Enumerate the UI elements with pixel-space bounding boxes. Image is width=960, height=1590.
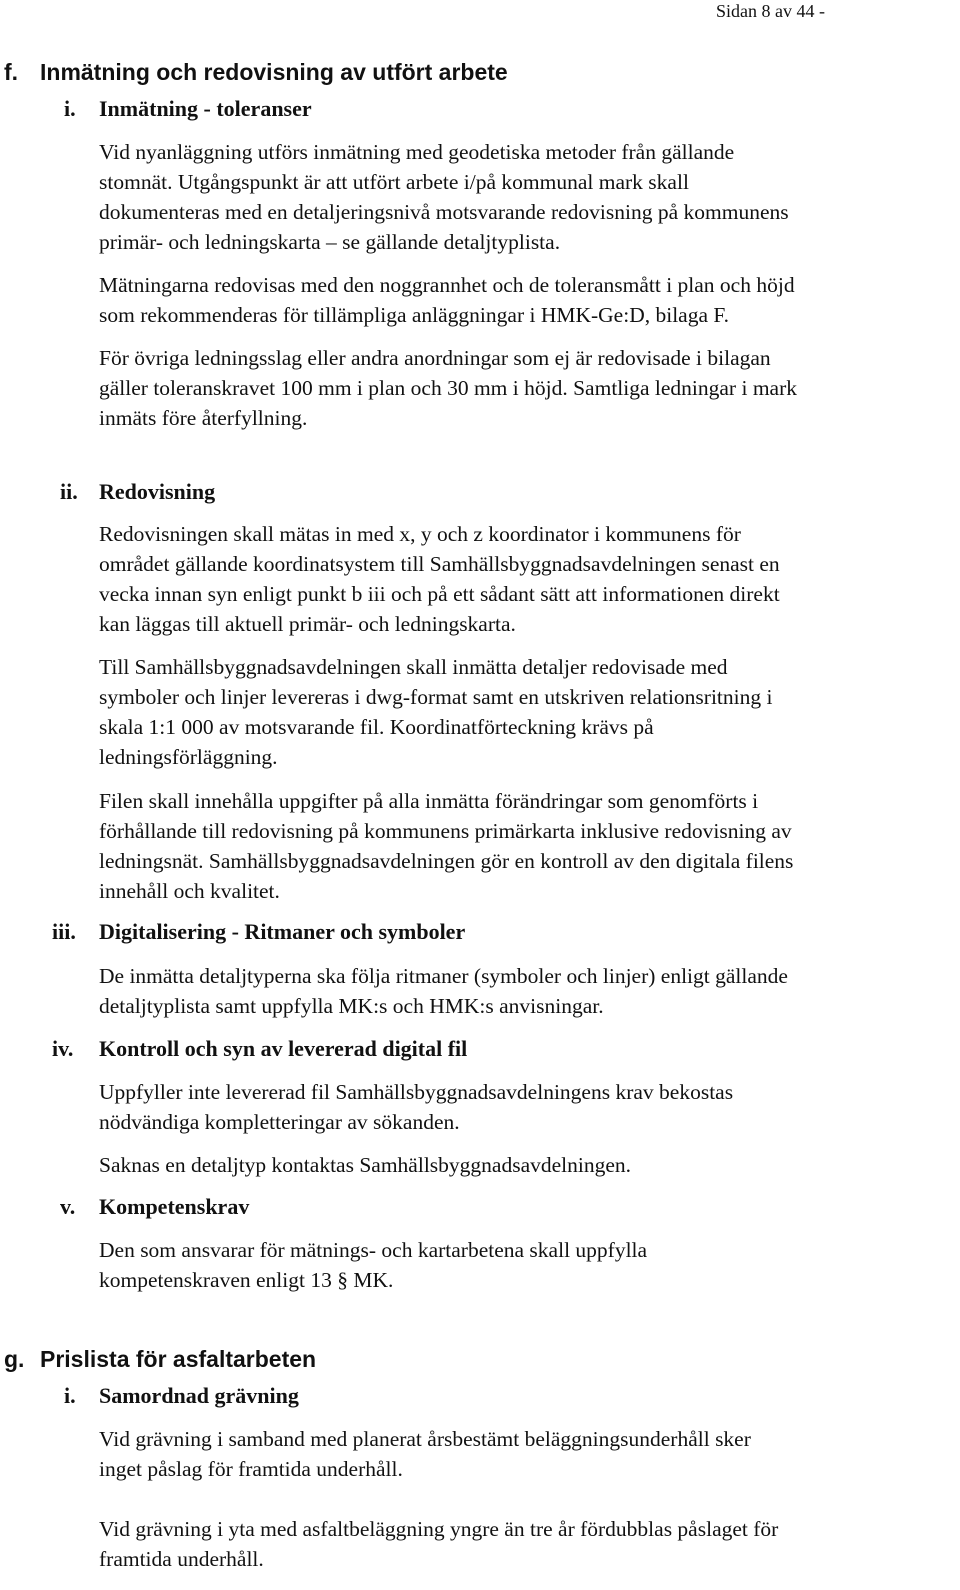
section-g-title: Prislista för asfaltarbeten [40,1346,317,1372]
subsection-f-iv-num: iv. [52,1036,74,1061]
paragraph-f-iv-1: Uppfyller inte levererad fil Samhällsbyggnadsavdelningens krav bekostas nödvändiga kompletteringar av sökanden. [99,1080,734,1134]
subsection-f-iii-title: Digitalisering - Ritmaner och symboler [99,919,466,944]
subsection-f-v-num: v. [60,1194,76,1219]
paragraph-g-i-2: Vid grävning i yta med asfaltbeläggning yngre än tre år fördubblas påslaget för framtida underhåll. [99,1517,779,1571]
subsection-f-iv-title: Kontroll och syn av levererad digital fil [99,1036,468,1061]
subsection-g-i-num: i. [64,1383,76,1408]
subsection-g-i-heading [64,1382,299,1410]
subsection-f-v-heading [60,1193,249,1221]
subsection-f-v-title: Kompetenskrav [99,1194,250,1219]
subsection-f-iv-heading [52,1035,467,1063]
paragraph-f-ii-1: Redovisningen skall mätas in med x, y och z koordinator i kommunens för området gällande koordinatsystem till Samhällsbyggnadsavdelningen senast en vecka innan syn enligt punkt b iii och på ett sådant sätt att informationen direkt kan läggas till aktuell primär- och ledningskarta. [99,522,780,636]
subsection-f-ii-heading [60,478,215,506]
paragraph-f-i-1: Vid nyanläggning utförs inmätning med geodetiska metoder från gällande stomnät. Utgångspunkt är att utfört arbete i/på kommunal mark skall dokumenteras med en detaljeringsnivå motsvarande redovisning på kommunens primär- och ledningskarta – se gällande detaljtyplista. [99,140,789,254]
subsection-f-i-title: Inmätning - toleranser [99,96,312,121]
paragraph-f-iii-1: De inmätta detaljtyperna ska följa ritmaner (symboler och linjer) enligt gällande detaljtyplista samt uppfylla MK:s och HMK:s anvisningar. [99,964,788,1018]
subsection-f-i-heading [64,95,312,123]
paragraph-f-v-1: Den som ansvarar för mätnings- och kartarbetena skall uppfylla kompetenskraven enligt 13 § MK. [99,1238,648,1292]
paragraph-f-ii-3: Filen skall innehålla uppgifter på alla inmätta förändringar som genomförts i förhållande till redovisning på kommunens primärkarta inklusive redovisning av ledningsnät. Samhällsbyggnadsavdelningen gör en kontroll av den digitala filens innehåll och kvalitet. [99,789,794,903]
paragraph-g-i-1: Vid grävning i samband med planerat årsbestämt beläggningsunderhåll sker inget påslag för framtida underhåll. [99,1427,751,1481]
section-g-heading [4,1345,316,1373]
paragraph-f-i-3: För övriga ledningsslag eller andra anordningar som ej är redovisade i bilagan gäller toleranskravet 100 mm i plan och 30 mm i höjd. Samtliga ledningar i mark inmäts före återfyllning. [99,346,797,430]
paragraph-f-iv-2: Saknas en detaljtyp kontaktas Samhällsbyggnadsavdelningen. [99,1153,632,1177]
section-g-label: g. [4,1346,25,1372]
page-number: Sidan 8 av 44 - [716,1,825,21]
paragraph-f-i-2: Mätningarna redovisas med den noggrannhet och de toleransmått i plan och höjd som rekommenderas för tillämpliga anläggningar i HMK-Ge:D, bilaga F. [99,273,795,327]
subsection-f-iii-num: iii. [52,919,76,944]
subsection-f-ii-title: Redovisning [99,479,216,504]
section-f-heading [4,58,508,86]
subsection-g-i-title: Samordnad grävning [99,1383,299,1408]
section-f-label: f. [4,59,19,85]
section-f-title: Inmätning och redovisning av utfört arbete [40,59,508,85]
subsection-f-iii-heading [52,918,465,946]
paragraph-f-ii-2: Till Samhällsbyggnadsavdelningen skall inmätta detaljer redovisade med symboler och linjer levereras i dwg-format samt en utskriven relationsritning i skala 1:1 000 av motsvarande fil. Koordinatförteckning krävs på ledningsförläggning. [99,655,773,769]
subsection-f-i-num: i. [64,96,76,121]
subsection-f-ii-num: ii. [60,479,78,504]
